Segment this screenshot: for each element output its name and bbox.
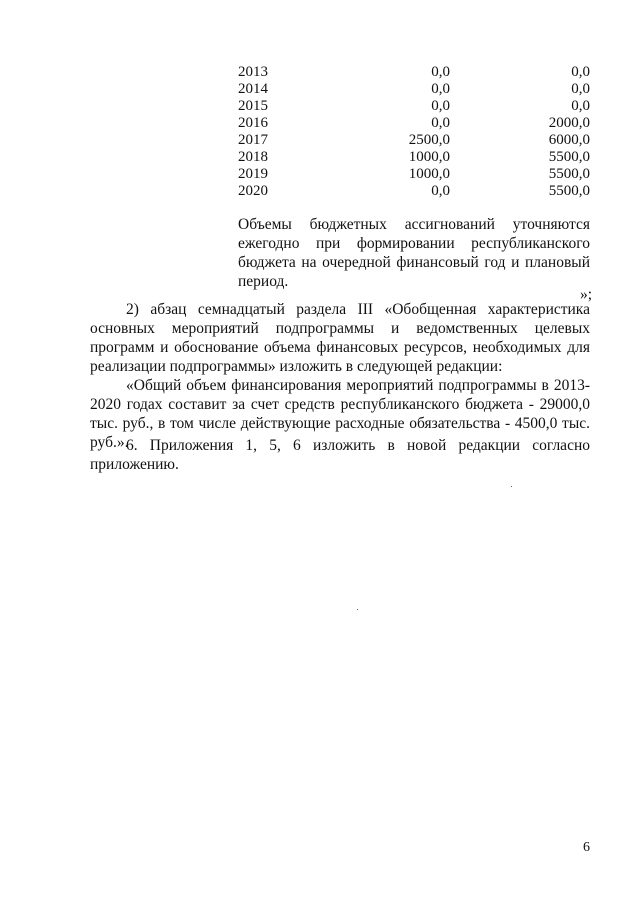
paragraph-item-2: 2) абзац семнадцатый раздела III «Обобщенная характеристика основных мероприятий подпрограммы и ведомственных целевых программ и обоснование объема финансовых ресурсов, необходимых для реализации подпрограммы» изложить в следующей редакции: <box>90 301 590 375</box>
year-cell: 2019 <box>238 166 268 182</box>
value-cell: 0,0 <box>431 64 450 80</box>
year-cell: 2017 <box>238 132 268 148</box>
year-cell: 2020 <box>238 183 268 199</box>
table-row <box>238 115 590 132</box>
budget-allocation-note: Объемы бюджетных ассигнований уточняются ежегодно при формировании республиканского бюджета на очередной финансовый год и плановый период. <box>238 216 590 290</box>
year-cell: 2014 <box>238 81 268 97</box>
scan-speck <box>511 486 512 487</box>
table-row <box>238 183 590 200</box>
value-cell: 5500,0 <box>548 166 590 182</box>
year-cell: 2016 <box>238 115 268 131</box>
value-cell: 0,0 <box>431 81 450 97</box>
table-row <box>238 149 590 166</box>
table-row <box>238 98 590 115</box>
value-cell: 0,0 <box>431 183 450 199</box>
value-cell: 0,0 <box>571 81 590 97</box>
table-row <box>238 166 590 183</box>
value-cell: 2500,0 <box>408 132 450 148</box>
table-row <box>238 132 590 149</box>
value-cell: 0,0 <box>571 64 590 80</box>
table-row <box>238 64 590 81</box>
value-cell: 0,0 <box>571 98 590 114</box>
page-number: 6 <box>583 840 590 855</box>
funding-by-year-table <box>238 64 590 200</box>
value-cell: 1000,0 <box>408 149 450 165</box>
paragraph-item-2-quote: «Общий объем финансирования мероприятий подпрограммы в 2013-2020 годах составит за счет средств республиканского бюджета - 29000,0 тыс. руб., в том числе действующие расходные обязательства - 4500,0 тыс. руб.». <box>90 377 590 451</box>
closing-quote-mark: »; <box>579 286 592 303</box>
value-cell: 6000,0 <box>548 132 590 148</box>
scan-speck <box>357 609 358 610</box>
value-cell: 1000,0 <box>408 166 450 182</box>
year-cell: 2013 <box>238 64 268 80</box>
paragraph-item-6: 6. Приложения 1, 5, 6 изложить в новой редакции согласно приложению. <box>90 437 590 473</box>
year-cell: 2015 <box>238 98 268 114</box>
value-cell: 0,0 <box>431 98 450 114</box>
value-cell: 5500,0 <box>548 149 590 165</box>
table-row <box>238 81 590 98</box>
value-cell: 0,0 <box>431 115 450 131</box>
value-cell: 5500,0 <box>548 183 590 199</box>
value-cell: 2000,0 <box>548 115 590 131</box>
year-cell: 2018 <box>238 149 268 165</box>
